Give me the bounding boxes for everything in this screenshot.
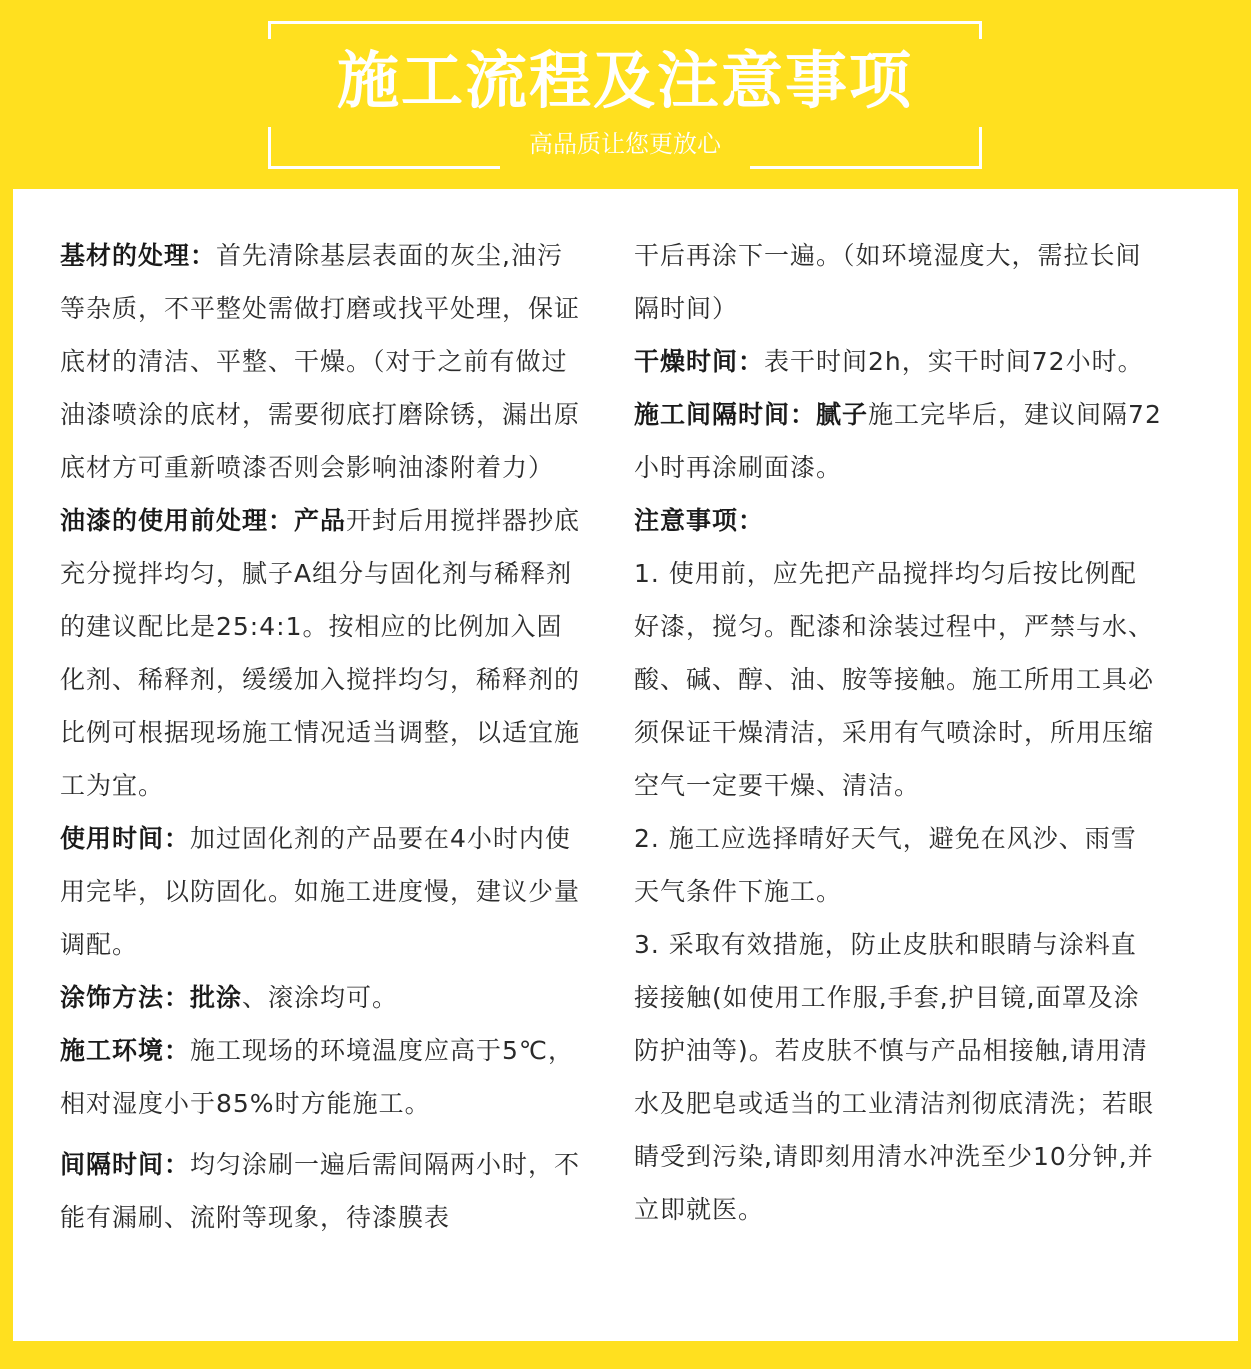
section-text: 首先清除基层表面的灰尘,油污等杂质，不平整处需做打磨或找平处理，保证底材的清洁、平整、干燥。（对于之前有做过油漆喷涂的底材，需要彻底打磨除锈，漏出原底材方可重新喷漆否则会影响油漆附着力） — [60, 241, 581, 482]
section-text: 开封后用搅拌器抄底充分搅拌均匀，腻子A组分与固化剂与稀释剂的建议配比是25:4:1。按相应的比例加入固化剂、稀释剂，缓缓加入搅拌均匀，稀释剂的比例可根据现场施工情况适当调整，以适宜施工为宜。 — [60, 506, 581, 800]
section-application-interval — [634, 388, 1162, 494]
notes-heading — [634, 494, 1162, 547]
section-environment — [60, 1024, 588, 1130]
section-text: 施工现场的环境温度应高于5℃，相对湿度小于85%时方能施工。 — [60, 1036, 574, 1118]
section-label: 使用时间： — [60, 824, 191, 853]
section-interval — [60, 1138, 588, 1244]
section-pretreatment — [60, 494, 588, 812]
header-frame-bottom-right — [750, 166, 982, 169]
section-text: 施工完毕后，建议间隔72小时再涂刷面漆。 — [634, 400, 1162, 482]
page-title: 施工流程及注意事项 — [336, 44, 913, 117]
section-label: 注意事项： — [634, 506, 765, 535]
section-interval-continued: 干后再涂下一遍。（如环境湿度大，需拉长间隔时间） — [634, 241, 1142, 323]
page-subtitle: 高品质让您更放心 — [529, 130, 721, 158]
right-column — [634, 229, 1162, 1236]
note-item: 1. 使用前，应先把产品搅拌均匀后按比例配好漆，搅匀。配漆和涂装过程中，严禁与水、酸、碱、醇、油、胺等接触。施工所用工具必须保证干燥清洁，采用有气喷涂时，所用压缩空气一定要干燥、清洁。 — [634, 559, 1155, 800]
section-method — [60, 971, 588, 1024]
content-panel — [13, 189, 1238, 1341]
section-label-putty: 腻子 — [816, 400, 869, 429]
section-label: 施工环境： — [60, 1036, 191, 1065]
section-drying-time — [634, 335, 1162, 388]
note-item: 3. 采取有效措施，防止皮肤和眼睛与涂料直接接触(如使用工作服,手套,护目镜,面罩及涂防护油等)。若皮肤不慎与产品相接触,请用清水及肥皂或适当的工业清洁剂彻底清洗；若眼睛受到污染,请即刻用清水冲洗至少10分钟,并立即就医。 — [634, 930, 1155, 1224]
note-item: 2. 施工应选择晴好天气，避免在风沙、雨雪天气条件下施工。 — [634, 824, 1137, 906]
section-label: 基材的处理： — [60, 241, 217, 270]
section-label: 涂饰方法： — [60, 983, 191, 1012]
header-frame-right-top — [979, 21, 982, 39]
section-text: 均匀涂刷一遍后需间隔两小时，不能有漏刷、流附等现象，待漆膜表 — [60, 1150, 581, 1232]
section-label: 油漆的使用前处理： — [60, 506, 295, 535]
section-usage-time — [60, 812, 588, 971]
section-text: 表干时间2h，实干时间72小时。 — [764, 347, 1144, 376]
section-label: 施工间隔时间： — [634, 400, 817, 429]
left-column — [60, 229, 588, 1244]
section-text: 、滚涂均可。 — [242, 983, 399, 1012]
section-substrate — [60, 229, 588, 494]
header-frame-left-top — [268, 21, 271, 39]
header — [268, 21, 982, 169]
section-text: 加过固化剂的产品要在4小时内使用完毕，以防固化。如施工进度慢，建议少量调配。 — [60, 824, 581, 959]
header-frame-bottom-left — [268, 166, 500, 169]
section-label-product: 产品 — [294, 506, 347, 535]
header-frame-top — [268, 21, 982, 24]
section-label-method: 批涂 — [190, 983, 243, 1012]
section-label: 干燥时间： — [634, 347, 765, 376]
section-label: 间隔时间： — [60, 1150, 191, 1179]
